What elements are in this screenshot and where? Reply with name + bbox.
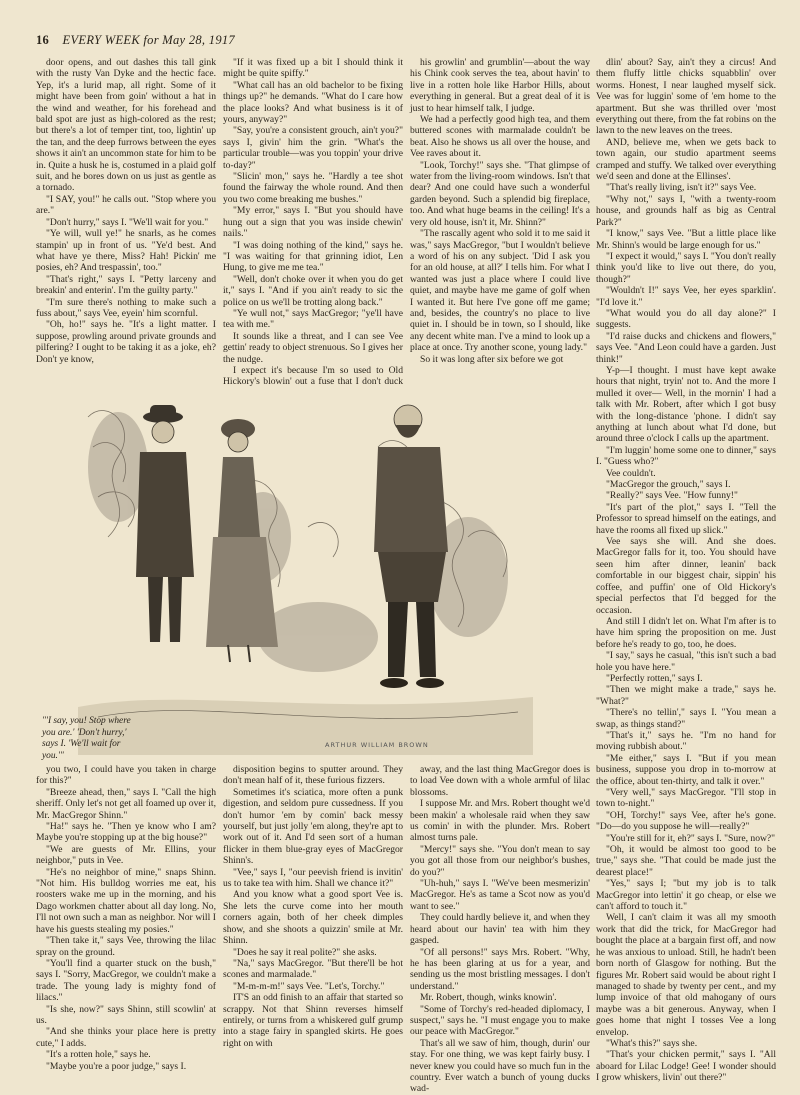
paragraph: "I'm luggin' home some one to dinner," says I. "Guess who?" (596, 444, 776, 468)
paragraph: "Say, you're a consistent grouch, ain't you?" says I, givin' him the grin. "What's the particular trouble—was you toppin' your drive to-day?" (223, 125, 403, 171)
paragraph: "I say," says he casual, "this isn't such a bad hole you have here." (596, 650, 776, 673)
paragraph: "Ha!" says he. "Then ye know who I am? Maybe you're stopping up at the big house?" (36, 821, 216, 844)
paragraph: Sometimes it's sciatica, more often a punk digestion, and seldom pure cussedness. If you don't humor 'em by comin' back messy yourself, but just jolly 'em along, they're apt to work out of it. And I'd seen sort of a human flicker in them blue-gray eyes of MacGregor Shinn's. (223, 786, 403, 867)
artist-signature: ARTHUR WILLIAM BROWN (325, 741, 429, 749)
paragraph: And you know what a good sport Vee is. She lets the curve come into her mouth corners again, both of her cheek dimples show, and she shoots a quizzin' smile at Mr. Shinn. (223, 889, 403, 947)
paragraph: "If it was fixed up a bit I should think it might be quite spiffy." (223, 57, 403, 80)
paragraph: "MacGregor the grouch," says I. (606, 479, 731, 491)
paragraph: So it was long after six before we got (420, 353, 564, 365)
paragraph: "Some of Torchy's red-headed diplomacy, I suspect," says he. "I must engage you to make our peace with MacGregor." (410, 1003, 590, 1038)
paragraph: "The rascally agent who sold it to me said it was," says MacGregor, "but I wouldn't believe a word of his on any subject. 'Did I ask you for an old house, at all?' I tells him. For what I wanted was just a place where I could live quiet, and maybe have me game of golf when I wanted it. But here I've gone off me game; and, besides, the country's no place to live quiet in. I should be in town, so I should, like any decent white man. I've a mind to look up a place at once. Try another scone, young lady." (410, 228, 590, 354)
column-2-top (223, 57, 403, 388)
paragraph: "My error," says I. "But you should have hung out a sign that you was inside chewin' nails." (223, 205, 403, 240)
paragraph: "It's a rotten hole," says he. (46, 1049, 151, 1061)
paragraph: away, and the last thing MacGregor does is to load Vee down with a whole armful of lilac blossoms. (410, 764, 590, 798)
paragraph: "Na," says MacGregor. "But there'll be hot scones and marmalade." (223, 957, 403, 981)
paragraph: "I SAY, you!" he calls out. "Stop where you are." (36, 193, 216, 217)
paragraph: "Don't hurry," says I. "We'll wait for you." (46, 216, 209, 228)
paragraph: "Really?" says Vee. "How funny!" (606, 490, 738, 502)
paragraph: "Then take it," says Vee, throwing the lilac spray on the ground. (36, 935, 216, 958)
paragraph: "What would you do all day alone?" I suggests. (596, 307, 776, 331)
paragraph: door opens, and out dashes this tall gink with the rusty Van Dyke and the hectic face. Yep, it's a lurid map, all right. Some of it might have been from goin' without a hat in the wind and weather, for his forehead and bald spot are just as high-colored as the rest; but there's a lot of temper tint, too, lightin' up the tan, and the deep furrows between the eyes shows it ain't an uncommon state for him to be in. Quite a husk he is, costumed in a plaid golf suit, and he bores down on us just as gentle as a tornado. (36, 57, 216, 194)
paragraph: "I know," says Vee. "But a little place like Mr. Shinn's would be large enough for us." (596, 228, 776, 251)
paragraph: "What's this?" says she. (606, 1037, 698, 1049)
paragraph: "Look, Torchy!" says she. "That glimpse of water from the living-room windows. Isn't that dear? And one could have such a wonderful garden beyond. Such a splendid big fireplace, too. And what huge beams in the ceiling! It's a very old house, isn't it, Mr. Shinn?" (410, 159, 590, 228)
column-3-bottom (410, 764, 590, 1095)
paragraph: "Why not," says I, "with a twenty-room house, and grounds half as big as Central Park?" (596, 193, 776, 228)
paragraph: Y-p—I thought. I must have kept awake hours that night, tryin' not to. And the more I mulled it over— Well, in the mornin' I had a talk with Mr. Robert, after which I got busy with the long-distance 'phone. I didn't say anything at lunch about what I'd done, but around three o'clock I calls up the apartment. (596, 364, 776, 445)
paragraph: "Does he say it real polite?" she asks. (233, 946, 377, 958)
paragraph: "M-m-m-m!" says Vee. "Let's, Torchy." (233, 980, 385, 992)
paragraph: Vee couldn't. (606, 467, 656, 479)
column-2-bottom (223, 764, 403, 1082)
page-header (36, 33, 776, 51)
paragraph: "I was doing nothing of the kind," says he. "I was waiting for that grinning idiot, Len Hung, to give me me tea." (223, 239, 403, 274)
paragraph: disposition begins to sputter around. They don't mean half of it, these furious fizzers. (223, 764, 403, 787)
paragraph: "Well, don't choke over it when you do get it," says I. "And if you ain't ready to sic the police on us we'll be trotting along back." (223, 273, 403, 308)
paragraph: "I expect it would," says I. "You don't really think you'd like to live out there, do you, though?" (596, 250, 776, 285)
column-1-top (36, 57, 216, 385)
column-4 (596, 57, 776, 1082)
paragraph: "Wouldn't I!" says Vee, her eyes sparklin'. "I'd love it." (596, 285, 776, 308)
paragraph: "That's it," says he. "I'm no hand for moving rubbish about." (596, 729, 776, 753)
page-number: 16 (36, 33, 50, 47)
paragraph: "It's part of the plot," says I. "Tell the Professor to spread himself on the eatings, and have the rooms all fixed up slick." (596, 501, 776, 536)
paragraph: "That's right," says I. "Petty larceny and breakin' and enterin'. I'm the guilty party." (36, 273, 216, 297)
paragraph: Mr. Robert, though, winks knowin'. (420, 992, 557, 1004)
paragraph: "Is she, now?" says Shinn, still scowlin' at us. (36, 1003, 216, 1026)
paragraph: you two, I could have you taken in charge for this?" (36, 764, 216, 787)
paragraph: IT'S an odd finish to an affair that started so scrappy. Not that Shinn reverses himself entirely, or turns from a whiskered gulf grump into a stage fairy in spangled skirts. He goes right on with (223, 992, 403, 1049)
paragraph: I suppose Mr. and Mrs. Robert thought we'd been makin' a wholesale raid when they saw us comin' in with the plunder. Mrs. Robert almost turns pale. (410, 798, 590, 844)
column-3-top (410, 57, 590, 385)
paragraph: "Then we might make a trade," says he. "What?" (596, 684, 776, 707)
paragraph: "Oh, it would be almost too good to be true," says she. "That could be made just the dearest place!" (596, 844, 776, 878)
paragraph: "You're still for it, eh?" says I. "Sure, now?" (606, 832, 776, 844)
paragraph: "I'd raise ducks and chickens and flowers," says Vee. "And Leon could have a garden. Just think!" (596, 330, 776, 365)
paragraph: "Ye wull not," says MacGregor; "ye'll have tea with me." (223, 307, 403, 331)
paragraph: "We are guests of Mr. Ellins, your neighbor," puts in Vee. (36, 843, 216, 867)
paragraph: "He's no neighbor of mine," snaps Shinn. "Not him. His bulldog worries me eat, his roosters wake me up in the morning, and his Dago workmen chatter about all day long. No, I'll not own such a man as neighbor. Nor will I have his guests stealing my posies." (36, 866, 216, 935)
paragraph: "OH, Torchy!" says Vee, after he's gone. "Do—do you suppose he will—really?" (596, 809, 776, 833)
paragraph: "Ye will, wull ye!" he snarls, as he comes stampin' up in front of us. "Ye'd best. And what have ye there, Miss? Hah! Pickin' me posies, eh? And trespassin', too." (36, 228, 216, 274)
paragraph: AND, believe me, when we gets back to town again, our studio apartment seems cramped and stuffy. We talked over everything we'd seen and done at the Ellinses'. (596, 136, 776, 183)
paragraph: "There's no tellin'," says I. "You mean a swap, as things stand?" (596, 707, 776, 730)
paragraph: And still I didn't let on. What I'm after is to have him spring the proposition on me. Just before he's ready to go, too, he does. (596, 615, 776, 650)
paragraph: dlin' about? Say, ain't they a circus! And them fluffy little chicks squabblin' over worms. Honest, I near laughed myself sick. Vee was for luggin' some of 'em home to the apartment. But she was thrilled over 'most everything out there, from the fat robins on the lawn to the new leaves on the trees. (596, 57, 776, 137)
paragraph: "Breeze ahead, then," says I. "Call the high sheriff. Only let's not get all foamed up over it, Mr. MacGregor Shinn." (36, 786, 216, 821)
illustration-caption: "'I say, you! Stop where you are.' 'Don't hurry,' says I. 'We'll wait for you.'" (42, 716, 131, 761)
story-illustration (78, 387, 533, 755)
paragraph: "Very well," says MacGregor. "I'll stop in town to-night." (596, 787, 776, 810)
paragraph: "Vee," says I, "our peevish friend is invitin' us to take tea with him. Shall we chance it?" (223, 866, 403, 890)
paragraph: "Oh, ho!" says he. "It's a light matter. I suppose, prowling around private grounds and pilfering? I ought to be taking it as a joke, eh? Don't ye know, (36, 319, 216, 365)
paragraph: "What call has an old bachelor to be fixing things up?" he demands. "What do I care how the place looks? And what business is it of yours, anyway?" (223, 79, 403, 126)
column-1-bottom (36, 764, 216, 1082)
paragraph: "I'm sure there's nothing to make such a fuss about," says Vee, eyein' him scornful. (36, 296, 216, 319)
paragraph: It sounds like a threat, and I can see Vee gettin' ready to object strenuous. So I gives her the nudge. (223, 330, 403, 365)
paragraph: We had a perfectly good high tea, and them buttered scones with marmalade couldn't be beat. Also he shows us all over the house, and Vee raves about it. (410, 114, 590, 160)
paragraph: his growlin' and grumblin'—about the way his Chink cook serves the tea, about havin' to live in a rotten hole like Harbor Hills, about everything in general. But a great deal of it is just to hear himself talk, I judge. (410, 57, 590, 114)
paragraph: "Slicin' mon," says he. "Hardly a tee shot found the fairway the whole round. And then you two come breaking me bushes." (223, 171, 403, 205)
paragraph: "Uh-huh," says I. "We've been mesmerizin' MacGregor. He's as tame a Scot now as you'd want to see." (410, 878, 590, 912)
paragraph: "Yes," says I; "but my job is to talk MacGregor into lettin' it go cheap, or else we can't afford to touch it." (596, 878, 776, 913)
paragraph: That's all we saw of him, though, durin' our stay. For one thing, we was kept fairly busy. I never knew you could have so much fun in the country. Ever watch a bunch of young ducks wad- (410, 1037, 590, 1095)
paragraph: "You'll find a quarter stuck on the bush," says I. "Sorry, MacGregor, we couldn't make a trade. The young lady is mighty fond of lilacs." (36, 957, 216, 1004)
paragraph: "Maybe you're a poor judge," says I. (46, 1060, 187, 1072)
paragraph: Vee says she will. And she does. MacGregor falls for it, too. You should have seen him after dinner, leanin' back comfortable in our biggest chair, sippin' his coffee, and puffin' one of Old Hickory's special perfectos that I'd begged for the occasion. (596, 536, 776, 616)
paragraph: They could hardly believe it, and when they heard about our havin' tea with him they gasped. (410, 912, 590, 947)
paragraph: "And she thinks your place here is pretty cute," I adds. (36, 1026, 216, 1049)
paragraph: "That's really living, isn't it?" says Vee. (606, 182, 757, 194)
paragraph: I expect it's because I'm so used to Old Hickory's blowin' out a fuse that I don't duck (223, 364, 403, 388)
paragraph: "Mercy!" says she. "You don't mean to say you got all those from our neighbor's bushes, do you?" (410, 843, 590, 878)
paragraph: "That's your chicken permit," says I. "All aboard for Lilac Lodge! Gee! I wonder should I grow whiskers, livin' out there?" (596, 1049, 776, 1084)
paragraph: "Me either," says I. "But if you mean business, suppose you drop in to-morrow at the office, about ten-thirty, and talk it over." (596, 752, 776, 787)
paragraph: Well, I can't claim it was all my smooth work that did the trick, for MacGregor had bought the place at a bargain first off, and now he was anxious to unload. Still, he hadn't been born north of Glasgow for nothing. But the figures Mr. Robert said would be about right I managed to shade by twenty per cent., and my lump invoice of that old mahogany of ours maybe was a bit generous. Anyway, when I goes home that night I tosses Vee a long envelop. (596, 912, 776, 1038)
paragraph: "Of all persons!" says Mrs. Robert. "Why, he has been glaring at us for a year, and sending us the most bristling messages. I don't understand." (410, 946, 590, 992)
magazine-date: EVERY WEEK for May 28, 1917 (62, 33, 235, 47)
paragraph: "Perfectly rotten," says I. (606, 672, 703, 684)
